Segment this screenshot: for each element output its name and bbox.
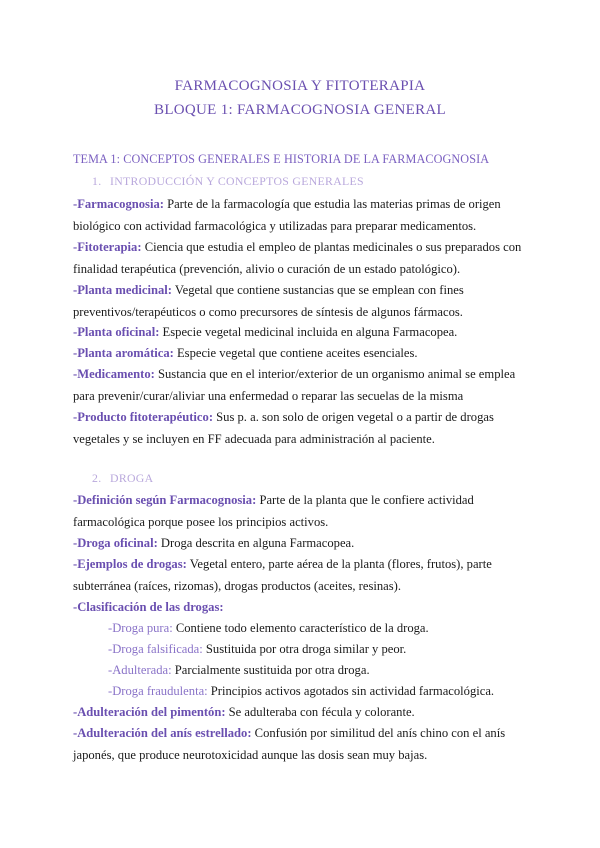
section-heading — [92, 174, 364, 189]
definition-paragraph — [73, 237, 533, 280]
definition-term: -Ejemplos de drogas: — [73, 557, 187, 571]
classification-text: Contiene todo elemento característico de la droga. — [172, 621, 429, 635]
definition-text: Vegetal entero, parte aérea de la planta (flores, frutos), parte subterránea (raíces, rizomas), drogas productos (aceites, resinas). — [73, 557, 492, 593]
definition-text: Sus p. a. son solo de origen vegetal o a partir de drogas vegetales y se incluyen en FF adecuada para administración al paciente. — [73, 410, 494, 446]
definition-paragraph — [73, 490, 533, 533]
document-subtitle: BLOQUE 1: FARMACOGNOSIA GENERAL — [154, 102, 446, 118]
classification-item — [108, 618, 429, 640]
definition-text: Parte de la farmacología que estudia las materias primas de origen biológico con actividad farmacológica y utilizadas para preparar medicamentos. — [73, 197, 501, 233]
section-heading — [92, 471, 153, 486]
section-number: 1. — [92, 174, 102, 188]
definition-term: -Producto fitoterapéutico: — [73, 410, 214, 424]
definition-term: -Medicamento: — [73, 367, 155, 381]
definition-term: -Planta oficinal: — [73, 325, 160, 339]
section-title: INTRODUCCIÓN Y CONCEPTOS GENERALES — [110, 174, 364, 188]
definition-term: -Clasificación de las drogas: — [73, 600, 224, 614]
document-title: FARMACOGNOSIA Y FITOTERAPIA — [174, 78, 426, 94]
definition-paragraph — [73, 702, 533, 724]
definition-term: -Farmacognosia: — [73, 197, 164, 211]
definition-text: Sustancia que en el interior/exterior de un organismo animal se emplea para prevenir/curar/aliviar una enfermedad o reparar las secuelas de la misma — [73, 367, 516, 403]
definition-term: -Adulteración del pimentón: — [73, 705, 226, 719]
classification-item — [108, 681, 494, 703]
classification-term: -Droga fraudulenta: — [108, 684, 208, 698]
classification-text: Principios activos agotados sin actividad farmacológica. — [207, 684, 495, 698]
definition-term: -Fitoterapia: — [73, 240, 142, 254]
section-number: 2. — [92, 471, 102, 485]
classification-text: Sustituida por otra droga similar y peor. — [202, 642, 407, 656]
definition-paragraph — [73, 597, 533, 619]
definition-text: Vegetal que contiene sustancias que se emplean con fines preventivos/terapéuticos o como precursores de síntesis de algunos fármacos. — [73, 283, 464, 319]
definition-text: Especie vegetal medicinal incluida en alguna Farmacopea. — [159, 325, 458, 339]
section-title: DROGA — [110, 471, 154, 485]
classification-item — [108, 639, 406, 661]
classification-term: -Droga falsificada: — [108, 642, 203, 656]
definition-text: Confusión por similitud del anís chino con el anís japonés, que produce neurotoxicidad aunque las dosis sean muy bajas. — [73, 726, 506, 762]
definition-paragraph — [73, 364, 533, 407]
tema-heading: TEMA 1: CONCEPTOS GENERALES E HISTORIA DE LA FARMACOGNOSIA — [73, 152, 490, 166]
definition-paragraph — [73, 533, 533, 555]
definition-term: -Planta aromática: — [73, 346, 174, 360]
classification-text: Parcialmente sustituida por otra droga. — [171, 663, 370, 677]
definition-paragraph — [73, 407, 533, 450]
definition-text: Ciencia que estudia el empleo de plantas medicinales o sus preparados con finalidad terapéutica (prevención, alivio o curación de un estado patológico). — [73, 240, 522, 276]
definition-paragraph — [73, 280, 533, 323]
classification-term: -Droga pura: — [108, 621, 173, 635]
definition-term: -Definición según Farmacognosia: — [73, 493, 257, 507]
definition-text: Droga descrita en alguna Farmacopea. — [157, 536, 355, 550]
definition-paragraph — [73, 194, 533, 237]
classification-term: -Adulterada: — [108, 663, 172, 677]
definition-term: -Planta medicinal: — [73, 283, 172, 297]
definition-term: -Adulteración del anís estrellado: — [73, 726, 252, 740]
definition-paragraph — [73, 322, 533, 344]
definition-paragraph — [73, 554, 533, 597]
definition-paragraph — [73, 343, 533, 365]
definition-paragraph — [73, 723, 533, 766]
definition-text: Especie vegetal que contiene aceites esenciales. — [173, 346, 418, 360]
definition-text: Parte de la planta que le confiere actividad farmacológica porque posee los principios activos. — [73, 493, 474, 529]
classification-item — [108, 660, 370, 682]
definition-text: Se adulteraba con fécula y colorante. — [225, 705, 415, 719]
definition-term: -Droga oficinal: — [73, 536, 158, 550]
